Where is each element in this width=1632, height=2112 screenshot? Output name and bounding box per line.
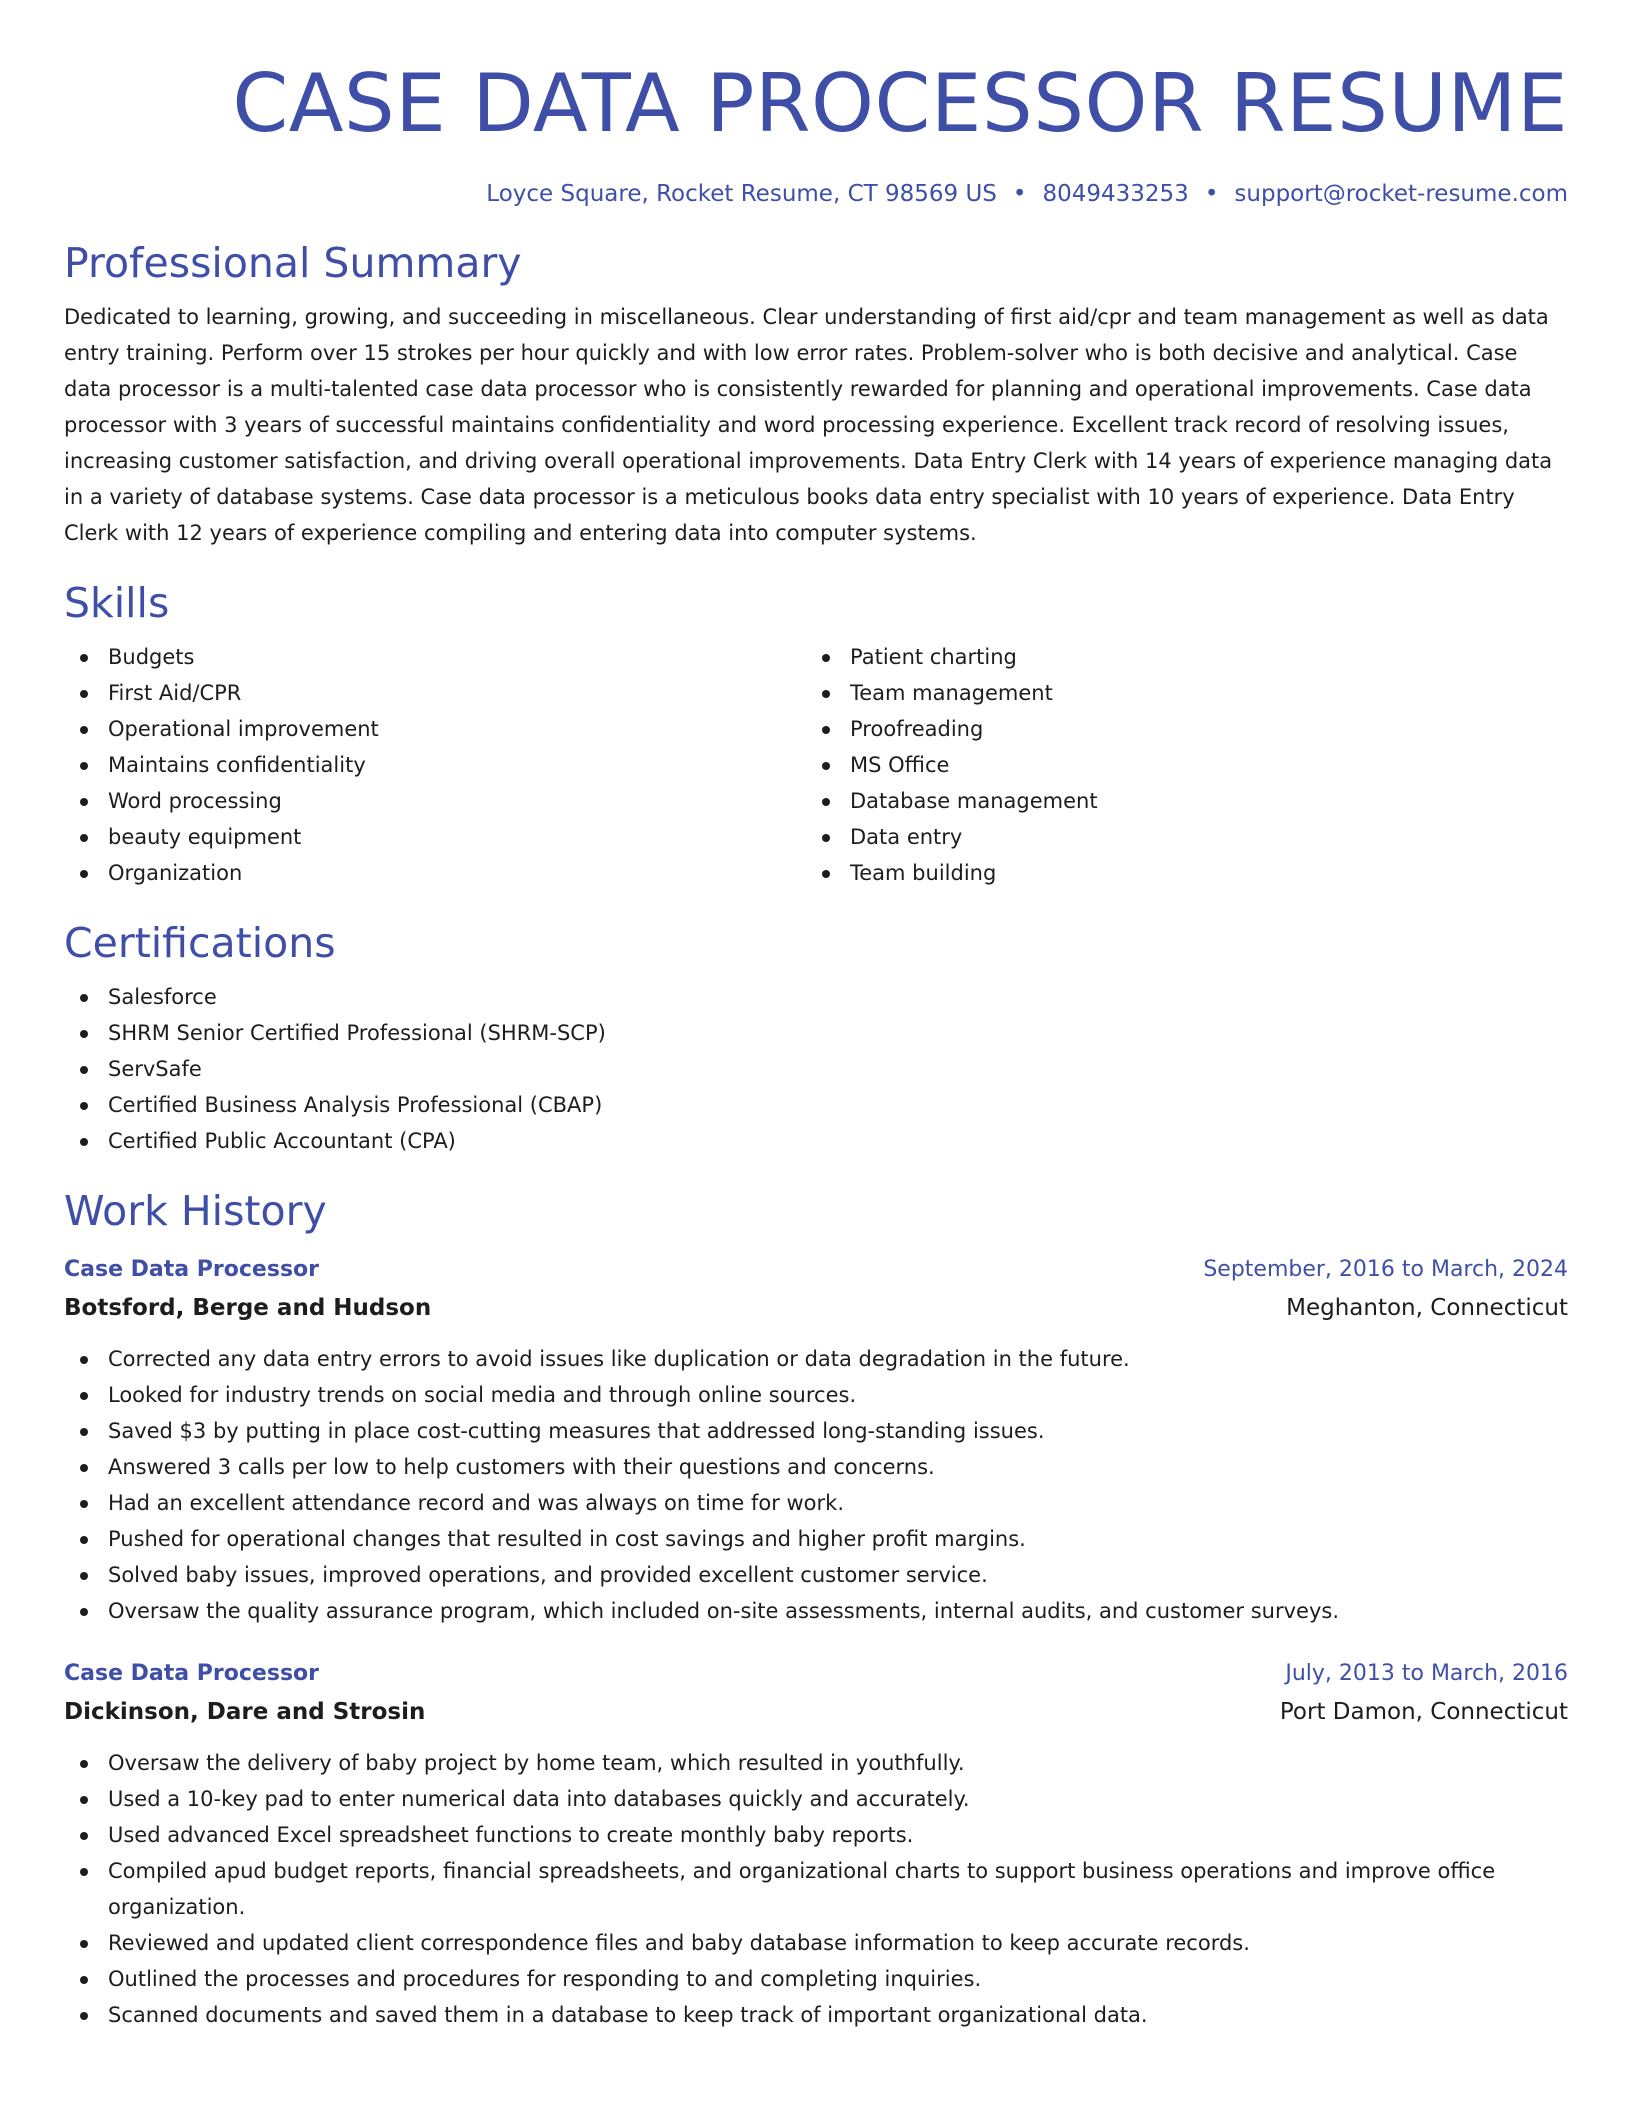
skill-item: Word processing	[64, 783, 806, 819]
contact-address: Loyce Square, Rocket Resume, CT 98569 US	[486, 181, 997, 207]
job-duties-list	[64, 1745, 1568, 2033]
skill-item: Patient charting	[806, 639, 1548, 675]
contact-email[interactable]: support@rocket-resume.com	[1234, 181, 1568, 207]
job-duty-item: Corrected any data entry errors to avoid issues like duplication or data degradation in the future.	[64, 1341, 1568, 1377]
certification-item: SHRM Senior Certified Professional (SHRM-SCP)	[64, 1015, 1568, 1051]
job-duty-item: Outlined the processes and procedures for responding to and completing inquiries.	[64, 1961, 1568, 1997]
skills-list-left	[64, 639, 806, 891]
job-duty-item: Solved baby issues, improved operations, and provided excellent customer service.	[64, 1557, 1568, 1593]
certification-item: Certified Business Analysis Professional (CBAP)	[64, 1087, 1568, 1123]
job-title: Case Data Processor	[64, 1257, 319, 1282]
job-header	[64, 1655, 1568, 1693]
job-duty-item: Oversaw the delivery of baby project by home team, which resulted in youthfully.	[64, 1745, 1568, 1781]
certification-item: ServSafe	[64, 1051, 1568, 1087]
skill-item: First Aid/CPR	[64, 675, 806, 711]
skills-column-right	[806, 639, 1548, 891]
job-company: Dickinson, Dare and Strosin	[64, 1699, 426, 1725]
summary-section	[64, 237, 1568, 551]
job-entry	[64, 1655, 1568, 2033]
certifications-section	[64, 917, 1568, 1159]
job-duty-item: Scanned documents and saved them in a database to keep track of important organizational data.	[64, 1997, 1568, 2033]
job-entry	[64, 1251, 1568, 1629]
work-history-heading: Work History	[64, 1187, 327, 1235]
contact-separator: •	[1204, 181, 1219, 207]
job-title: Case Data Processor	[64, 1661, 319, 1686]
job-dates: September, 2016 to March, 2024	[1203, 1257, 1568, 1282]
job-subheader	[64, 1289, 1568, 1327]
skill-item: Team management	[806, 675, 1548, 711]
skill-item: Budgets	[64, 639, 806, 675]
skills-section	[64, 577, 1568, 891]
job-duty-item: Used advanced Excel spreadsheet functions to create monthly baby reports.	[64, 1817, 1568, 1853]
certifications-list	[64, 979, 1568, 1159]
skill-item: Data entry	[806, 819, 1548, 855]
job-duty-item: Pushed for operational changes that resulted in cost savings and higher profit margins.	[64, 1521, 1568, 1557]
skill-item: Operational improvement	[64, 711, 806, 747]
skill-item: Proofreading	[806, 711, 1548, 747]
contact-line	[64, 179, 1568, 209]
certification-item: Certified Public Accountant (CPA)	[64, 1123, 1568, 1159]
job-duty-item: Saved $3 by putting in place cost-cutting measures that addressed long-standing issues.	[64, 1413, 1568, 1449]
skill-item: Organization	[64, 855, 806, 891]
certifications-heading: Certifications	[64, 919, 336, 967]
skill-item: Database management	[806, 783, 1548, 819]
skill-item: beauty equipment	[64, 819, 806, 855]
contact-separator: •	[1012, 181, 1027, 207]
job-location: Meghanton, Connecticut	[1286, 1295, 1568, 1321]
skill-item: MS Office	[806, 747, 1548, 783]
skills-list-right	[806, 639, 1548, 891]
summary-heading: Professional Summary	[64, 239, 522, 287]
job-subheader	[64, 1693, 1568, 1731]
resume-page	[64, 0, 1568, 2033]
job-duty-item: Reviewed and updated client correspondence files and baby database information to keep accurate records.	[64, 1925, 1568, 1961]
job-duty-item: Oversaw the quality assurance program, which included on-site assessments, internal audits, and customer surveys.	[64, 1593, 1568, 1629]
job-duty-item: Looked for industry trends on social media and through online sources.	[64, 1377, 1568, 1413]
job-dates: July, 2013 to March, 2016	[1285, 1661, 1568, 1686]
skills-grid	[64, 639, 1568, 891]
skill-item: Maintains confidentiality	[64, 747, 806, 783]
job-duties-list	[64, 1341, 1568, 1629]
job-duty-item: Used a 10-key pad to enter numerical data into databases quickly and accurately.	[64, 1781, 1568, 1817]
skills-column-left	[64, 639, 806, 891]
job-duty-item: Answered 3 calls per low to help customers with their questions and concerns.	[64, 1449, 1568, 1485]
summary-text: Dedicated to learning, growing, and succeeding in miscellaneous. Clear understanding of first aid/cpr and team management as well as data entry training. Perform over 15 strokes per hour quickly and with low error rates. Problem-solver who is both decisive and analytical. Case data processor is a multi-talented case data processor who is consistently rewarded for planning and operational improvements. Case data processor with 3 years of successful maintains confidentiality and word processing experience. Excellent track record of resolving issues, increasing customer satisfaction, and driving overall operational improvements. Data Entry Clerk with 14 years of experience managing data in a variety of database systems. Case data processor is a meticulous books data entry specialist with 10 years of experience. Data Entry Clerk with 12 years of experience compiling and entering data into computer systems.	[64, 305, 1553, 545]
certification-item: Salesforce	[64, 979, 1568, 1015]
contact-phone: 8049433253	[1042, 181, 1189, 207]
resume-title: CASE DATA PROCESSOR RESUME	[232, 57, 1568, 150]
job-company: Botsford, Berge and Hudson	[64, 1295, 432, 1321]
job-header	[64, 1251, 1568, 1289]
job-location: Port Damon, Connecticut	[1279, 1699, 1568, 1725]
job-duty-item: Had an excellent attendance record and was always on time for work.	[64, 1485, 1568, 1521]
work-history-section	[64, 1185, 1568, 2033]
skills-heading: Skills	[64, 579, 170, 627]
skill-item: Team building	[806, 855, 1548, 891]
job-duty-item: Compiled apud budget reports, financial spreadsheets, and organizational charts to support business operations and improve office organization.	[64, 1853, 1568, 1925]
